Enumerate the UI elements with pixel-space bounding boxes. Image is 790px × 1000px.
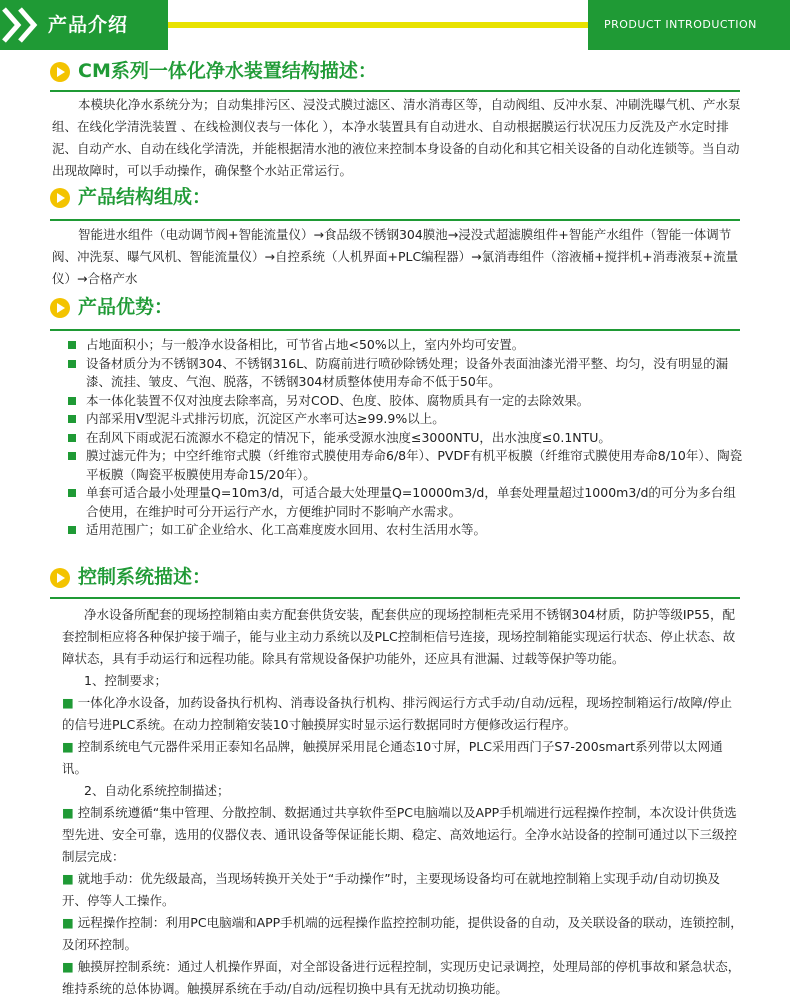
paragraph: 净水设备所配套的现场控制箱由卖方配套供货安装，配套供应的现场控制柜壳采用不锈钢304材质，防护等级IP55，配套控制柜应将各种保护接于端子，能与业主动力系统以及PLC控制柜信号连接，现场控制箱能实现运行状态、停止状态、故障状态，具有手动运行和远程功能。除具有常规设备保护功能外，还应具有泄漏、过载等保护等功能。 (62, 607, 736, 666)
chevron-right-icon (0, 5, 46, 45)
advantages-list (68, 336, 744, 540)
subheading: 1、控制要求； (84, 673, 167, 688)
list-item: 单套可适合最小处理量Q=10m3/d，可适合最大处理量Q=10000m3/d，单套处理量超过1000m3/d的可分为多台组合使用，在维护时可分开运行产水，方便维护同时不影响产水需求。 (68, 484, 744, 521)
bullet-paragraph: ■ 远程操作控制：利用PC电脑端和APP手机端的远程操作监控控制功能，提供设备的自动，及关联设备的联动，连锁控制，及闭环控制。 (62, 912, 744, 956)
bullet-paragraph: ■ 控制系统遵循“集中管理、分散控制、数据通过共享软件至PC电脑端以及APP手机端进行远程操作控制，本次设计供货选型先进、安全可靠，选用的仪器仪表、通讯设备等保证能长期、稳定、高效地运行。全净水站设备的控制可通过以下三级控制层完成： (62, 802, 744, 868)
header-subtitle-en: PRODUCT INTRODUCTION (604, 18, 757, 31)
bullet-paragraph: ■ 一体化净水设备，加药设备执行机构、消毒设备执行机构、排污阀运行方式手动/自动/远程，现场控制箱运行/故障/停止的信号进PLC系统。在动力控制箱安装10寸触摸屏实时显示运行数据同时方便修改运行程序。 (62, 692, 744, 736)
list-item: 设备材质分为不锈钢304、不锈钢316L、防腐前进行喷砂除锈处理；设备外表面油漆光滑平整、均匀，没有明显的漏漆、流挂、皱皮、气泡、脱落，不锈钢304材质整体使用寿命不低于50年。 (68, 355, 744, 392)
section-body: 智能进水组件（电动调节阀+智能流量仪）→食品级不锈钢304膜池→浸没式超滤膜组件+智能产水组件（智能一体调节阀、冲洗泵、曝气风机、智能流量仪）→自控系统（人机界面+PLC编程器）→氯消毒组件（溶液桶+搅拌机+消毒液泵+流量仪）→合格产水 (52, 227, 739, 286)
section-divider (50, 90, 740, 92)
section-title: 产品优势： (78, 296, 174, 318)
header-white-band (168, 0, 588, 50)
header-title: 产品介绍 (48, 14, 129, 36)
bullet-paragraph: ■ 触摸屏控制系统：通过人机操作界面，对全部设备进行远程控制，实现历史记录调控，处理局部的停机事故和紧急状态，维持系统的总体协调。触摸屏系统在手动/自动/远程切换中具有无扰动切换功能。 (62, 956, 744, 1000)
play-bullet-icon (50, 568, 70, 588)
section-divider (50, 329, 740, 331)
section-divider (50, 597, 740, 599)
section-product-structure (0, 182, 790, 286)
list-item: 内部采用V型泥斗式排污切底，沉淀区产水率可达≥99.9%以上。 (68, 410, 744, 429)
section-title: 控制系统描述： (78, 566, 212, 588)
list-item: 本一体化装置不仅对浊度去除率高，另对COD、色度、胶体、腐物质具有一定的去除效果。 (68, 392, 744, 411)
section-divider (50, 219, 740, 221)
bullet-paragraph: ■ 就地手动：优先级最高，当现场转换开关处于“手动操作”时，主要现场设备均可在就地控制箱上实现手动/自动切换及开、停等人工操作。 (62, 868, 744, 912)
section-advantages (0, 292, 790, 537)
section-title: 产品结构组成： (78, 186, 212, 208)
list-item: 占地面积小；与一般净水设备相比，可节省占地<50%以上，室内外均可安置。 (68, 336, 744, 355)
section-body: 本模块化净水系统分为；自动集排污区、浸没式膜过滤区、清水消毒区等，自动阀组、反冲水泵、冲刷洗曝气机、产水泵组、在线化学清洗装置 、在线检测仪表与一体化 ），本净水装置具有自动进水、自动根据膜运行状况压力反洗及产水定时排泥、自动产水、自动在线化学清洗，并能根据清水池的液位来控制本身设备的自动化和其它相关设备的自动化连锁等。当自动出现故障时，可以手动操作，确保整个水站正常运行。 (52, 97, 741, 178)
section-title: CM系列一体化净水装置结构描述： (78, 60, 377, 82)
subheading: 2、自动化系统控制描述； (84, 783, 230, 798)
section-control-system (0, 562, 790, 996)
section-structure-description (0, 56, 790, 178)
bullet-paragraph: ■ 控制系统电气元器件采用正泰知名品牌，触摸屏采用昆仑通态10寸屏，PLC采用西门子S7-200smart系列带以太网通讯。 (62, 736, 744, 780)
list-item: 膜过滤元件为；中空纤维帘式膜（纤维帘式膜使用寿命6/8年）、PVDF有机平板膜（纤维帘式膜使用寿命8/10年）、陶瓷平板膜（陶瓷平板膜使用寿命15/20年）。 (68, 447, 744, 484)
play-bullet-icon (50, 188, 70, 208)
list-item: 适用范围广；如工矿企业给水、化工高难度废水回用、农村生活用水等。 (68, 521, 744, 540)
control-system-body (62, 604, 744, 1000)
list-item: 在刮风下雨或泥石流源水不稳定的情况下，能承受源水浊度≤3000NTU，出水浊度≤0.1NTU。 (68, 429, 744, 448)
play-bullet-icon (50, 298, 70, 318)
play-bullet-icon (50, 62, 70, 82)
page-header (0, 0, 790, 50)
